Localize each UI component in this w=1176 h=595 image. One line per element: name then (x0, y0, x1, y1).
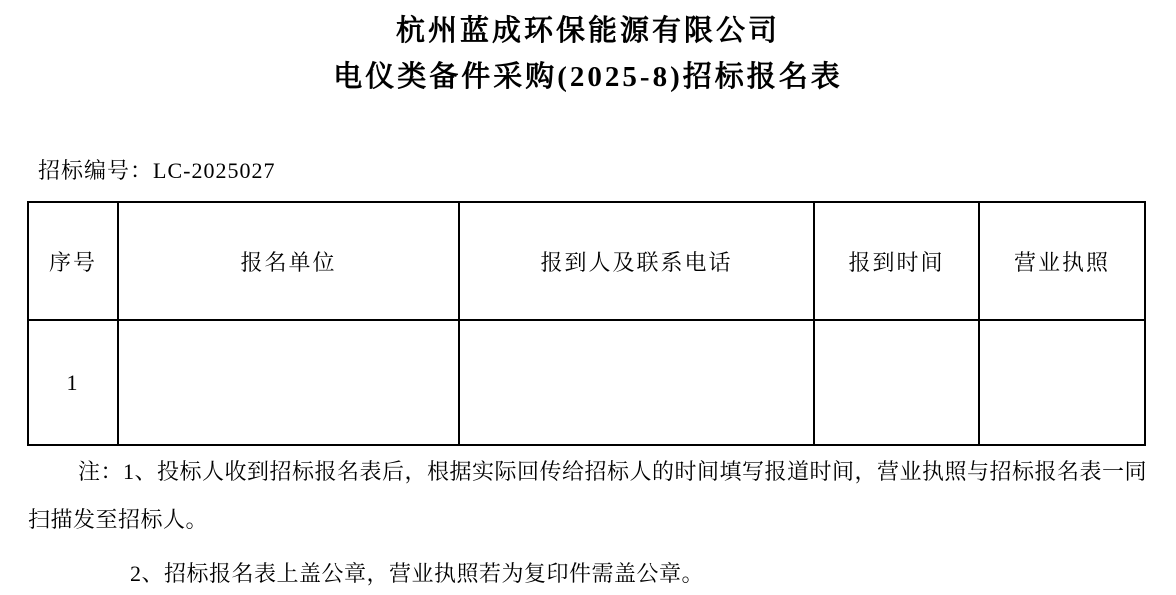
cell-contact (459, 320, 814, 445)
header-cell-contact: 报到人及联系电话 (459, 202, 814, 320)
form-title: 电仪类备件采购(2025-8)招标报名表 (333, 61, 843, 93)
signup-table (27, 201, 1146, 446)
note-1-line-2: 扫描发至招标人。 (28, 507, 209, 532)
table-header-row (28, 202, 1145, 320)
header-cell-license: 营业执照 (979, 202, 1145, 320)
bid-number-label: 招标编号： (38, 158, 154, 183)
cell-company (118, 320, 459, 445)
cell-seq: 1 (28, 320, 118, 445)
note-1-line-1: 注：1、投标人收到招标报名表后，根据实际回传给招标人的时间填写报道时间，营业执照与招标报名表一同 (78, 459, 1148, 484)
bid-number-line (38, 154, 275, 185)
table-row (28, 320, 1145, 445)
header-cell-company: 报名单位 (118, 202, 459, 320)
header-cell-time: 报到时间 (814, 202, 979, 320)
note-2: 2、招标报名表上盖公章，营业执照若为复印件需盖公章。 (130, 561, 705, 586)
header-cell-seq: 序号 (28, 202, 118, 320)
cell-license (979, 320, 1145, 445)
bid-number-value: LC-2025027 (153, 158, 276, 183)
company-title: 杭州蓝成环保能源有限公司 (395, 15, 780, 47)
cell-time (814, 320, 979, 445)
